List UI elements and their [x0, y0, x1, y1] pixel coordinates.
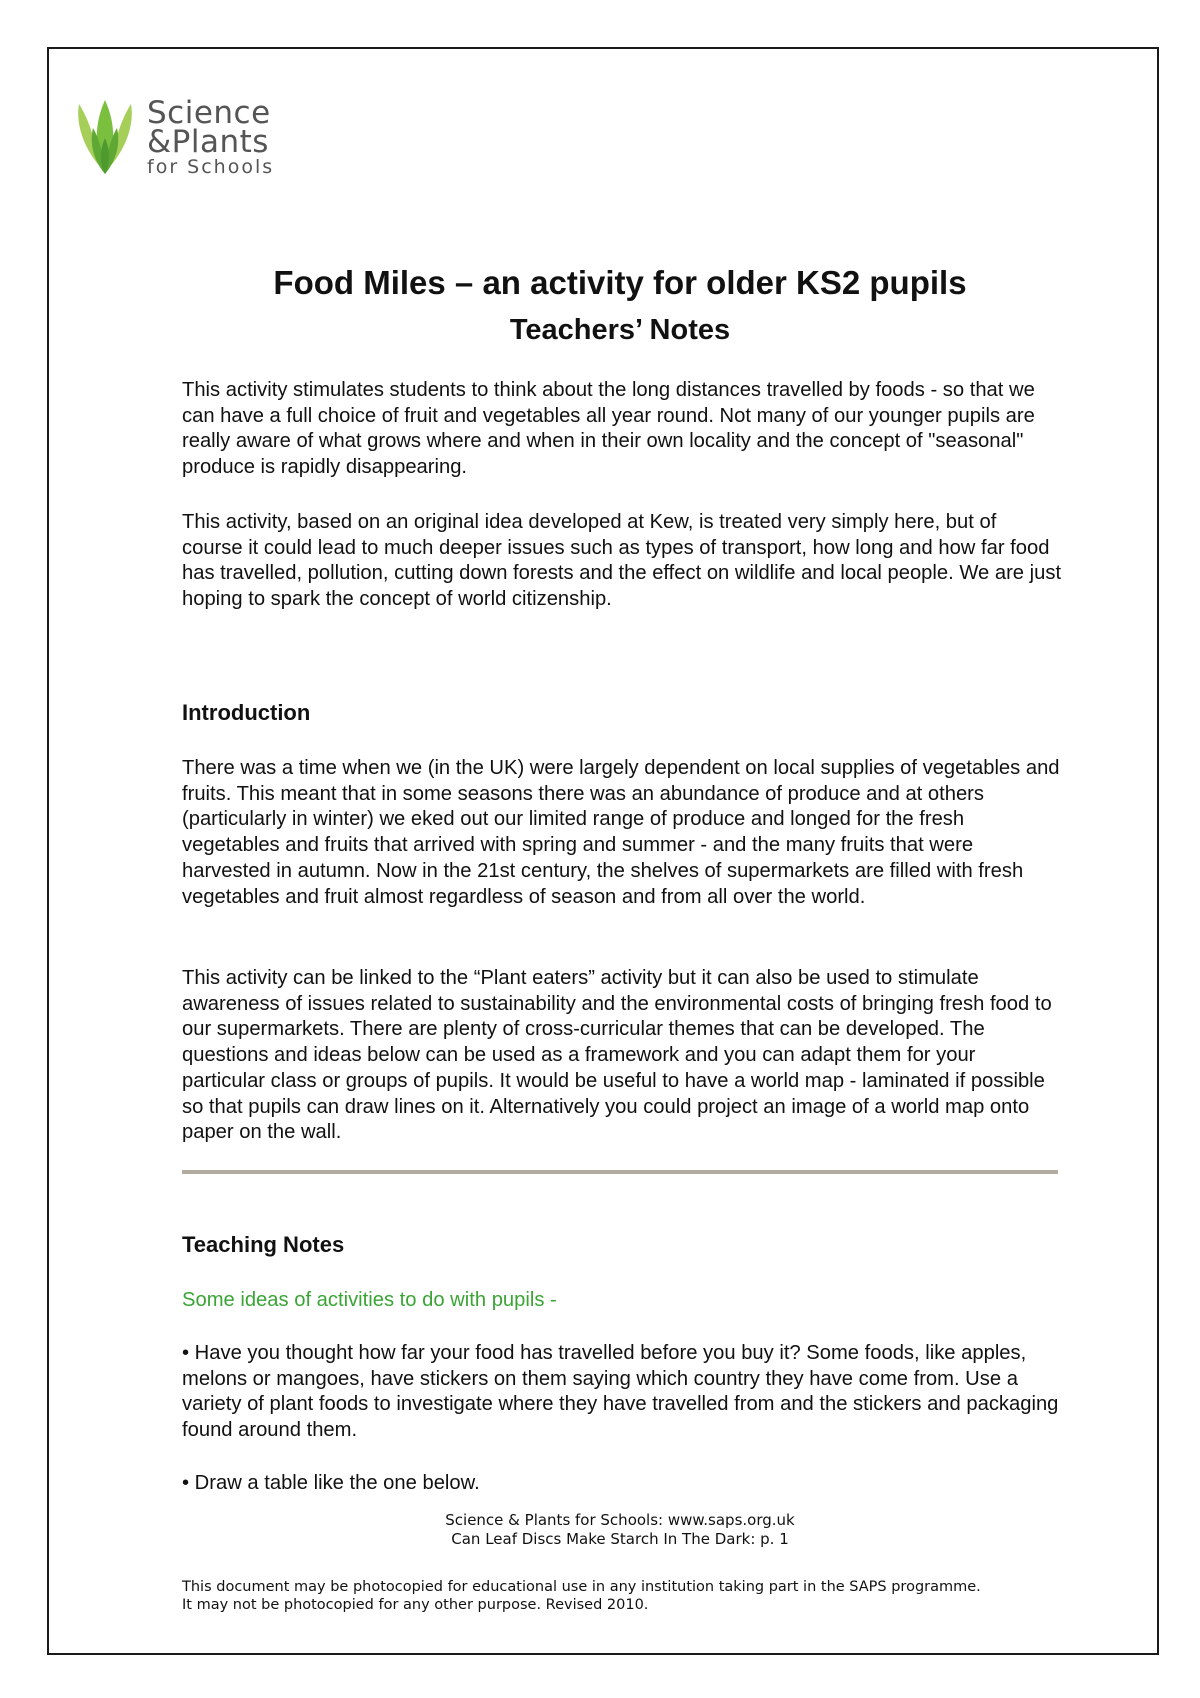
logo-line-plants: &Plants	[147, 124, 269, 160]
footer-notice	[182, 1578, 981, 1614]
teaching-bullet-2-block	[182, 1471, 1062, 1497]
introduction-paragraph-1-block	[182, 756, 1062, 910]
logo-line-schools: for Schools	[147, 156, 275, 178]
introduction-paragraph: There was a time when we (in the UK) were largely dependent on local supplies of vegetables and fruits. This meant that in some seasons there was an abundance of produce and at others (particularly in winter) we eked out our limited range of produce and longed for the fresh vegetables and fruits that arrived with spring and summer - and the many fruits that were harvested in autumn. Now in the 21st century, the shelves of supermarkets are filled with fresh vegetables and fruit almost regardless of season and from all over the world.	[182, 757, 1060, 908]
teaching-notes-subheading: Some ideas of activities to do with pupils -	[182, 1289, 557, 1311]
introduction-heading: Introduction	[182, 700, 311, 725]
intro-paragraph-2-block	[182, 510, 1062, 613]
teaching-notes-heading: Teaching Notes	[182, 1232, 345, 1257]
footer-notice-line1: This document may be photocopied for educational use in any institution taking part in the SAPS programme.	[182, 1579, 981, 1595]
introduction-paragraph-2-block	[182, 966, 1062, 1146]
teaching-bullet-1-block	[182, 1341, 1062, 1444]
document-title: Food Miles – an activity for older KS2 pupils	[273, 264, 967, 301]
logo-wordmark	[147, 95, 275, 178]
logo-line-science: Science	[147, 95, 271, 131]
intro-paragraph-1-block	[182, 378, 1062, 481]
intro-paragraph: This activity, based on an original idea developed at Kew, is treated very simply here, but of course it could lead to much deeper issues such as types of transport, how long and how far food has travelled, pollution, cutting down forests and the effect on wildlife and local people. We are just hoping to spark the concept of world citizenship.	[182, 511, 1062, 611]
document-subtitle: Teachers’ Notes	[509, 314, 731, 346]
intro-paragraph: This activity stimulates students to think about the long distances travelled by foods - so that we can have a full choice of fruit and vegetables all year round. Not many of our younger pupils are really aware of what grows where and when in their own locality and the concept of "seasonal" produce is rapidly disappearing.	[182, 379, 1035, 479]
introduction-paragraph: This activity can be linked to the “Plant eaters” activity but it can also be used to stimulate awareness of issues related to sustainability and the environmental costs of bringing fresh food to our supermarkets. There are plenty of cross-curricular themes that can be developed. The questions and ideas below can be used as a framework and you can adapt them for your particular class or groups of pupils. It would be useful to have a world map - laminated if possible so that pupils can draw lines on it. Alternatively you could project an image of a world map onto paper on the wall.	[182, 967, 1052, 1144]
footer-notice-line2: It may not be photocopied for any other purpose. Revised 2010.	[182, 1597, 649, 1613]
section-divider	[182, 1170, 1058, 1174]
footer-page-label: Can Leaf Discs Make Starch In The Dark: p. 1	[451, 1530, 789, 1548]
footer-center	[0, 1511, 1200, 1549]
saps-logo	[73, 95, 293, 184]
leaf-logo-icon	[73, 98, 137, 178]
teaching-bullet: • Draw a table like the one below.	[182, 1472, 480, 1494]
teaching-bullet: • Have you thought how far your food has travelled before you buy it? Some foods, like apples, melons or mangoes, have stickers on them saying which country they have come from. Use a variety of plant foods to investigate where they have travelled from and the stickers and packaging found around them.	[182, 1342, 1059, 1442]
footer-source: Science & Plants for Schools: www.saps.org.uk	[445, 1511, 795, 1529]
